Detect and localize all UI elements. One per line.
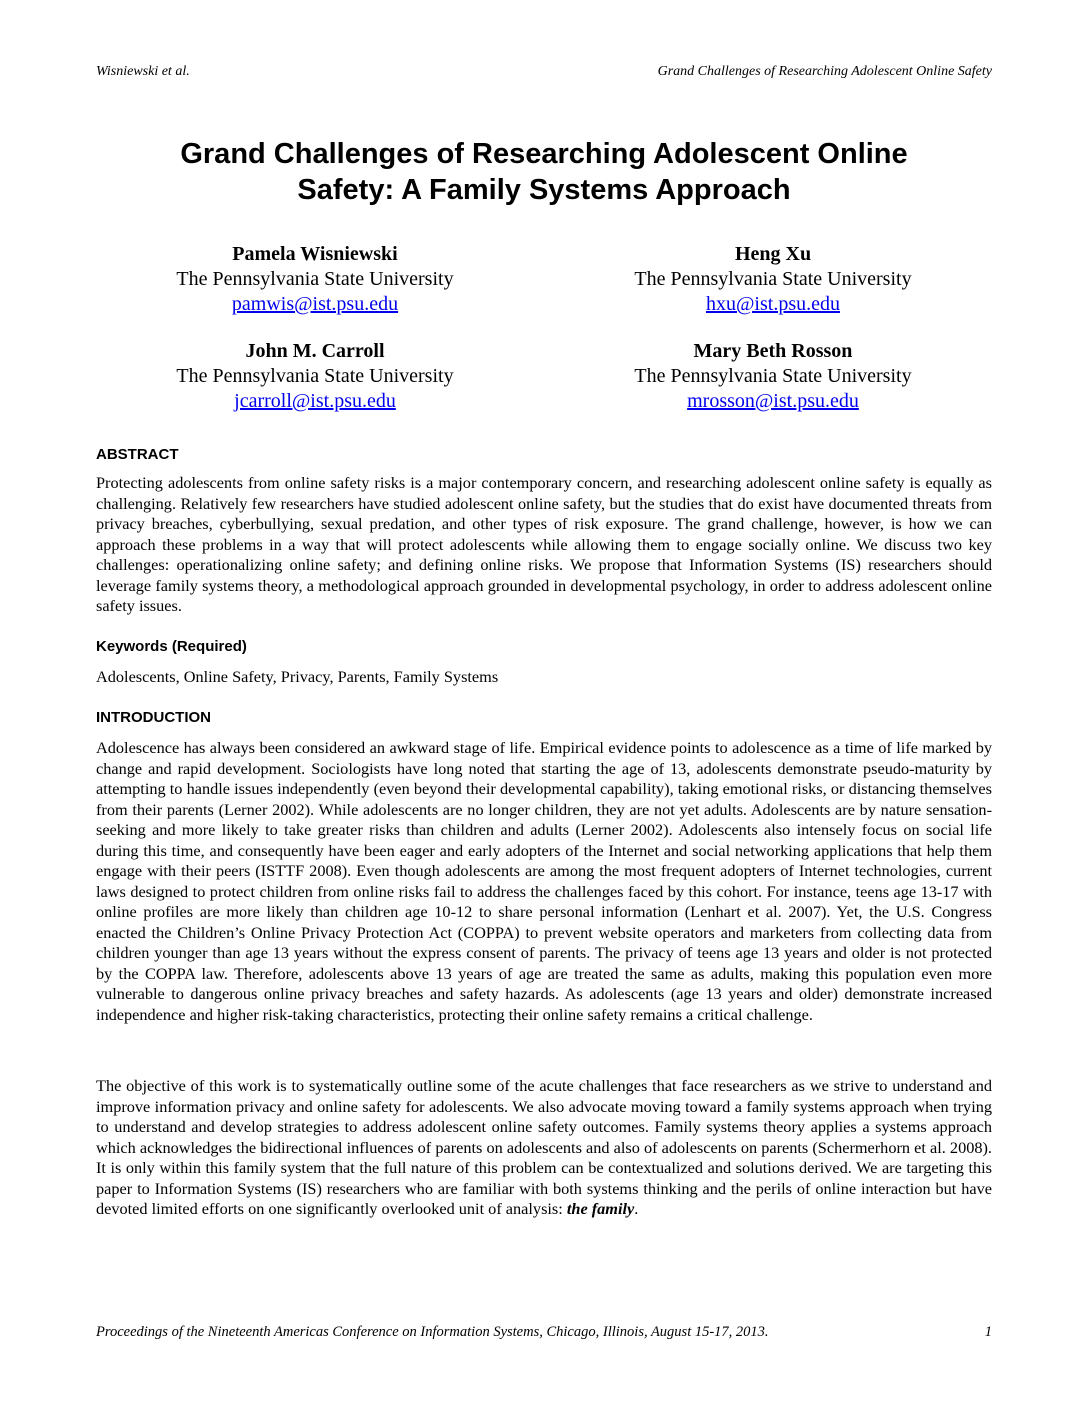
author-block: [96, 242, 992, 414]
author-affiliation: The Pennsylvania State University: [634, 268, 912, 290]
author-email-link[interactable]: hxu@ist.psu.edu: [706, 293, 840, 315]
author-card: [96, 339, 534, 414]
author-name: Pamela Wisniewski: [232, 243, 398, 265]
author-affiliation: The Pennsylvania State University: [176, 268, 454, 290]
keywords-text: Adolescents, Online Safety, Privacy, Parents, Family Systems: [96, 667, 499, 686]
introduction-heading: INTRODUCTION: [96, 709, 211, 726]
abstract-text: Protecting adolescents from online safety risks is a major contemporary concern, and researching adolescent online safety is equally as challenging. Relatively few researchers have studied adolescent online safety, but the studies that do exist have documented threats from privacy breaches, cyberbullying, sexual predation, and other types of risk exposure. The grand challenge, however, is how we can approach these problems in a way that will protect adolescents while allowing them to engage socially online. We discuss two key challenges: operationalizing online safety; and defining online risks. We propose that Information Systems (IS) researchers should leverage family systems theory, a methodological approach grounded in developmental psychology, in order to address adolescent online safety issues.: [96, 473, 992, 615]
author-name: John M. Carroll: [245, 340, 385, 362]
author-card: [96, 242, 534, 317]
author-email-link[interactable]: mrosson@ist.psu.edu: [687, 390, 859, 412]
emphasized-term: the family: [566, 1199, 635, 1218]
introduction-paragraph-2-body: The objective of this work is to systematically outline some of the acute challenges that face researchers as we strive to understand and improve information privacy and online safety for adolescents. We also advocate moving toward a family systems approach when trying to understand and develop strategies to address adolescent online safety outcomes. Family systems theory applies a systems approach which acknowledges the bidirectional influences of parents on adolescents and also of adolescents on parents (Schermerhorn et al. 2008). It is only within this family system that the full nature of this problem can be contextualized and solutions derived. We are targeting this paper to Information Systems (IS) researchers who are familiar with both systems thinking and the perils of online interaction but have devoted limited efforts on one significantly overlooked unit of analysis:: [96, 1076, 992, 1218]
footer-proceedings: Proceedings of the Nineteenth Americas Conference on Information Systems, Chicago, Illinois, August 15-17, 2013.: [96, 1324, 769, 1340]
page-footer: [96, 1324, 992, 1341]
paragraph-end-punctuation: .: [634, 1199, 639, 1218]
paper-title-line-1: Grand Challenges of Researching Adolescent Online: [180, 138, 908, 170]
running-header: [96, 64, 992, 80]
introduction-paragraph-1: Adolescence has always been considered an awkward stage of life. Empirical evidence points to adolescence as a time of life marked by change and rapid development. Sociologists have long noted that starting the age of 13, adolescents demonstrate pseudo-maturity by attempting to handle issues independently (even beyond their developmental capability), taking emotional risks, or distancing themselves from their parents (Lerner 2002). While adolescents are no longer children, they are not yet adults. Adolescents are by nature sensation-seeking and more likely to take greater risks than children and adults (Lerner 2002). Adolescents also intensely focus on social life during this time, and consequently have been eager and early adopters of the Internet and social networking applications that help them engage with their peers (ISTTF 2008). Even though adolescents are among the most frequent adopters of Internet technologies, current laws designed to protect children from online risks fail to address the challenges faced by this cohort. For instance, teens age 13-17 with online profiles are more likely than children age 10-12 to share personal information (Lenhart et al. 2007). Yet, the U.S. Congress enacted the Children’s Online Privacy Protection Act (COPPA) to prevent website operators and marketers from collecting data from children younger than age 13 years without the express consent of parents. The privacy of teens age 13 years and older is not protected by the COPPA law. Therefore, adolescents above 13 years of age are treated the same as adults, making this population even more vulnerable to dangerous online privacy breaches and safety hazards. As adolescents (age 13 years and older) demonstrate increased independence and higher risk-taking characteristics, protecting their online safety remains a critical challenge.: [96, 738, 992, 1024]
author-affiliation: The Pennsylvania State University: [634, 365, 912, 387]
paper-title: [96, 136, 992, 208]
header-authors: Wisniewski et al.: [96, 64, 190, 79]
author-card: [554, 339, 992, 414]
page-number: 1: [984, 1324, 992, 1340]
introduction-paragraph-2: [96, 1076, 992, 1220]
abstract-heading: ABSTRACT: [96, 446, 179, 463]
author-email-link[interactable]: jcarroll@ist.psu.edu: [234, 390, 396, 412]
paper-page: [96, 0, 992, 1408]
author-affiliation: The Pennsylvania State University: [176, 365, 454, 387]
author-email-link[interactable]: pamwis@ist.psu.edu: [231, 293, 399, 315]
author-name: Mary Beth Rosson: [693, 340, 853, 362]
author-card: [554, 242, 992, 317]
keywords-heading: Keywords (Required): [96, 638, 247, 655]
author-name: Heng Xu: [734, 243, 812, 265]
paper-title-line-2: Safety: A Family Systems Approach: [297, 174, 791, 206]
header-short-title: Grand Challenges of Researching Adolescent Online Safety: [657, 64, 992, 79]
